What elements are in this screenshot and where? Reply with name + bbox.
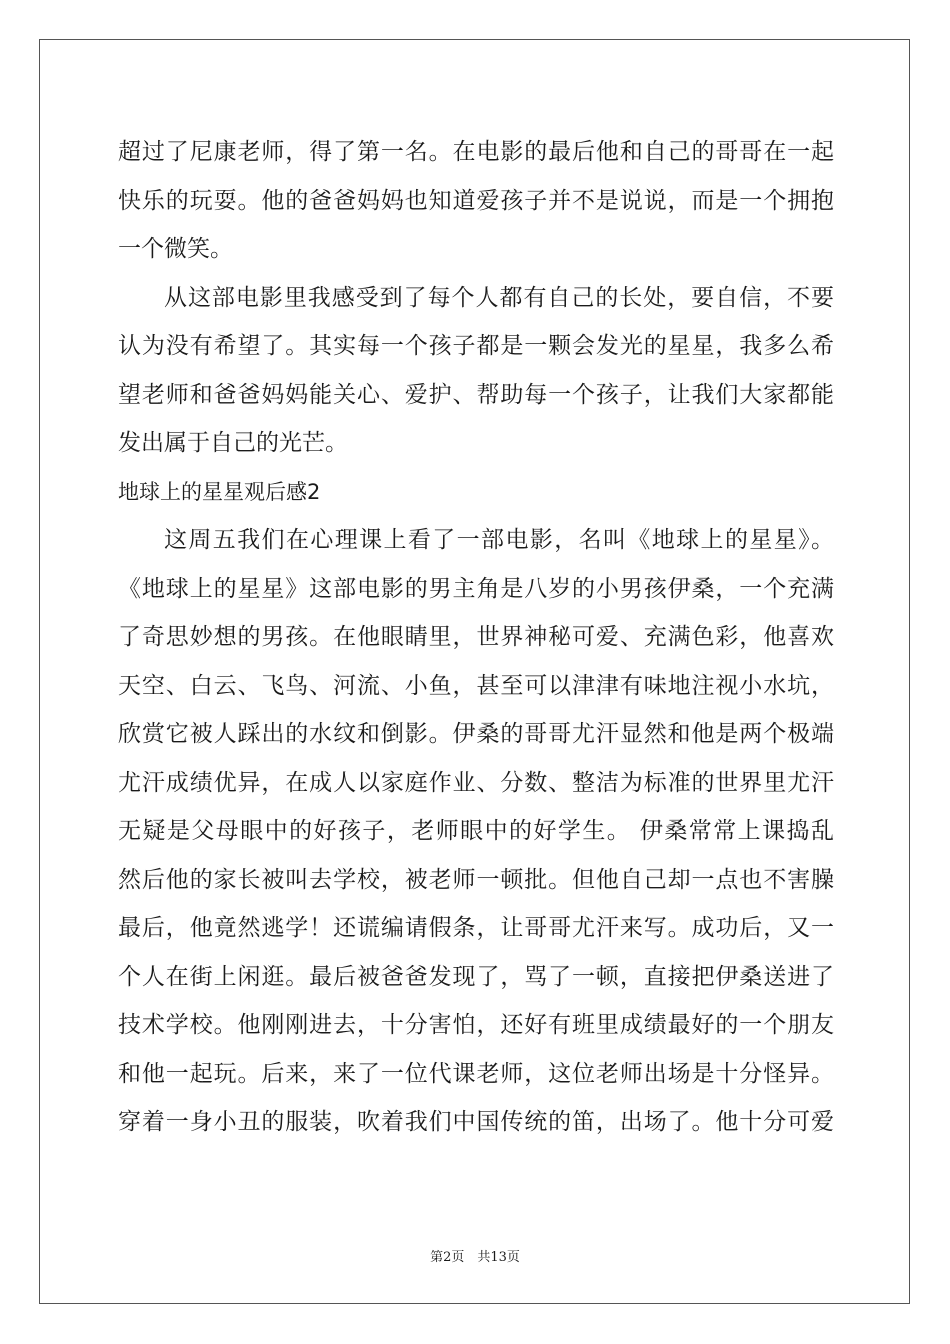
text-line: 快乐的玩耍。他的爸爸妈妈也知道爱孩子并不是说说，而是一个拥抱 xyxy=(118,187,834,214)
text-line: 超过了尼康老师，得了第一名。在电影的最后他和自己的哥哥在一起 xyxy=(118,139,834,165)
page-footer: 第2页 共13页 xyxy=(430,1250,520,1265)
document-body xyxy=(118,128,834,1147)
text-line: 穿着一身小丑的服装，吹着我们中国传统的笛，出场了。他十分可爱 xyxy=(118,1109,834,1135)
text-line: 个人在街上闲逛。最后被爸爸发现了，骂了一顿，直接把伊桑送进了 xyxy=(118,963,834,990)
text-line: 认为没有希望了。其实每一个孩子都是一颗会发光的星星，我多么希 xyxy=(118,333,834,359)
text-line: 欣赏它被人踩出的水纹和倒影。伊桑的哥哥尤汗显然和他是两个极端 xyxy=(118,721,834,747)
section-heading: 地球上的星星观后感2 xyxy=(118,479,321,504)
text-line: 技术学校。他刚刚进去，十分害怕，还好有班里成绩最好的一个朋友 xyxy=(118,1012,834,1038)
text-line: 发出属于自己的光芒。 xyxy=(118,430,348,456)
text-line: 从这部电影里我感受到了每个人都有自己的长处，要自信，不要 xyxy=(164,284,834,311)
text-line: 和他一起玩。后来，来了一位代课老师，这位老师出场是十分怪异。 xyxy=(118,1060,834,1087)
text-line: 天空、白云、飞鸟、河流、小鱼，甚至可以津津有味地注视小水坑， xyxy=(118,672,834,699)
text-line: 无疑是父母眼中的好孩子，老师眼中的好学生。 伊桑常常上课捣乱 xyxy=(118,818,834,844)
text-line: 了奇思妙想的男孩。在他眼睛里，世界神秘可爱、充满色彩，他喜欢 xyxy=(118,624,834,650)
text-line: 一个微笑。 xyxy=(118,236,233,262)
text-line: 然后他的家长被叫去学校，被老师一顿批。但他自己却一点也不害臊 xyxy=(118,866,834,893)
text-line: 这周五我们在心理课上看了一部电影，名叫《地球上的星星》。 xyxy=(164,527,834,553)
text-line: 尤汗成绩优异，在成人以家庭作业、分数、整洁为标准的世界里尤汗 xyxy=(118,769,834,796)
text-line: 《地球上的星星》这部电影的男主角是八岁的小男孩伊桑，一个充满 xyxy=(118,575,834,602)
text-line: 最后，他竟然逃学！还谎编请假条，让哥哥尤汗来写。成功后，又一 xyxy=(118,915,834,941)
text-line: 望老师和爸爸妈妈能关心、爱护、帮助每一个孩子，让我们大家都能 xyxy=(118,381,834,408)
